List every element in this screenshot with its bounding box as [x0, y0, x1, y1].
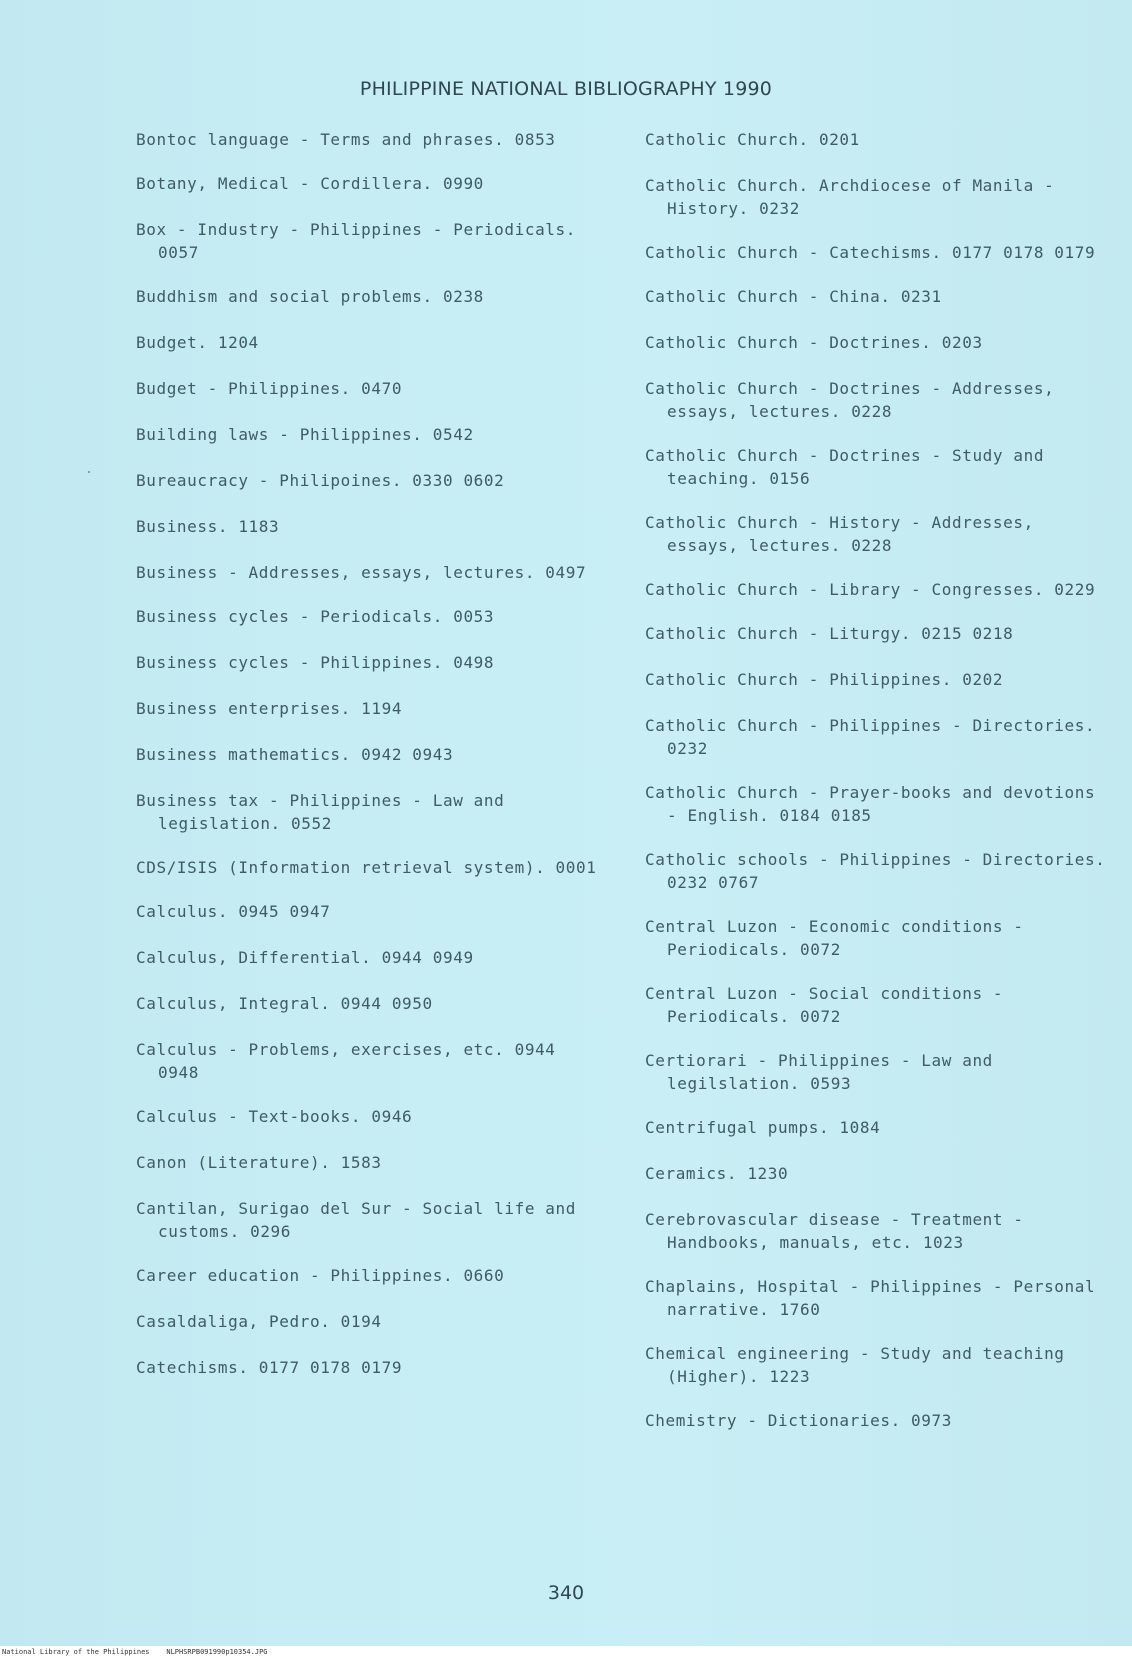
index-entry: Business tax - Philippines - Law and legislation. 0552 — [136, 791, 505, 833]
index-entry: Central Luzon - Social conditions - Periodicals. 0072 — [645, 984, 1004, 1026]
index-entry: Chemical engineering - Study and teaching (Higher). 1223 — [645, 1344, 1065, 1386]
index-entry: Catholic Church - Doctrines - Study and teaching. 0156 — [645, 446, 1045, 488]
index-entry: Centrifugal pumps. 1084 — [645, 1118, 881, 1137]
index-entry: Building laws - Philippines. 0542 — [136, 425, 474, 444]
index-entry: Ceramics. 1230 — [645, 1164, 789, 1183]
index-entry: Casaldaliga, Pedro. 0194 — [136, 1312, 382, 1331]
index-entry: Business cycles - Philippines. 0498 — [136, 653, 495, 672]
index-entry: Calculus, Integral. 0944 0950 — [136, 994, 433, 1013]
index-entry: Cantilan, Surigao del Sur - Social life and customs. 0296 — [136, 1199, 577, 1241]
index-entry: Catholic Church - Doctrines. 0203 — [645, 333, 983, 352]
index-entry: Catholic Church - Library - Congresses. 0229 — [645, 580, 1096, 599]
right-column — [645, 128, 1115, 1455]
index-entry: Buddhism and social problems. 0238 — [136, 287, 484, 306]
index-entry: Calculus. 0945 0947 — [136, 902, 331, 921]
index-entry: Catholic Church. Archdiocese of Manila - History. 0232 — [645, 176, 1055, 218]
index-entry: Business. 1183 — [136, 517, 280, 536]
index-entry: Catholic Church - Catechisms. 0177 0178 0179 — [645, 243, 1096, 262]
index-entry: Calculus - Text-books. 0946 — [136, 1107, 413, 1126]
index-entry: Catholic Church - Philippines - Directories. 0232 — [645, 716, 1096, 758]
index-entry: Catholic Church - China. 0231 — [645, 287, 942, 306]
index-entry: Catechisms. 0177 0178 0179 — [136, 1358, 403, 1377]
index-entry: Calculus, Differential. 0944 0949 — [136, 948, 474, 967]
left-column — [136, 128, 606, 1402]
index-entry: Bureaucracy - Philipoines. 0330 0602 — [136, 471, 505, 490]
scan-footer: National Library of the Philippines NLPHSRPB091990p10354.JPG — [0, 1646, 1132, 1658]
index-entry: Chaplains, Hospital - Philippines - Personal narrative. 1760 — [645, 1277, 1096, 1319]
index-entry: Career education - Philippines. 0660 — [136, 1266, 505, 1285]
index-entry: Botany, Medical - Cordillera. 0990 — [136, 174, 484, 193]
page-title: PHILIPPINE NATIONAL BIBLIOGRAPHY 1990 — [359, 78, 773, 100]
index-entry: Bontoc language - Terms and phrases. 0853 — [136, 130, 556, 149]
index-entry: Catholic Church. 0201 — [645, 130, 860, 149]
index-entry: Budget. 1204 — [136, 333, 259, 352]
index-entry: Catholic Church - History - Addresses, essays, lectures. 0228 — [645, 513, 1034, 555]
index-entry: Canon (Literature). 1583 — [136, 1153, 382, 1172]
scan-speck — [88, 471, 90, 473]
index-entry: Budget - Philippines. 0470 — [136, 379, 403, 398]
index-entry: Catholic Church - Doctrines - Addresses, essays, lectures. 0228 — [645, 379, 1055, 421]
index-entry: Central Luzon - Economic conditions - Periodicals. 0072 — [645, 917, 1024, 959]
index-entry: Catholic Church - Philippines. 0202 — [645, 670, 1004, 689]
index-entry: Cerebrovascular disease - Treatment - Handbooks, manuals, etc. 1023 — [645, 1210, 1024, 1252]
index-entry: Certiorari - Philippines - Law and legilslation. 0593 — [645, 1051, 993, 1093]
index-entry: Business mathematics. 0942 0943 — [136, 745, 454, 764]
page-number: 340 — [547, 1582, 585, 1604]
index-entry: Catholic Church - Liturgy. 0215 0218 — [645, 624, 1014, 643]
index-entry: Chemistry - Dictionaries. 0973 — [645, 1411, 952, 1430]
index-entry: Calculus - Problems, exercises, etc. 0944 0948 — [136, 1040, 556, 1082]
index-entry: Box - Industry - Philippines - Periodicals. 0057 — [136, 220, 577, 262]
index-entry: Catholic schools - Philippines - Directories. 0232 0767 — [645, 850, 1106, 892]
index-entry: Business - Addresses, essays, lectures. 0497 — [136, 563, 587, 582]
index-entry: CDS/ISIS (Information retrieval system). 0001 — [136, 858, 597, 877]
index-entry: Catholic Church - Prayer-books and devotions - English. 0184 0185 — [645, 783, 1096, 825]
index-entry: Business enterprises. 1194 — [136, 699, 403, 718]
index-entry: Business cycles - Periodicals. 0053 — [136, 607, 495, 626]
